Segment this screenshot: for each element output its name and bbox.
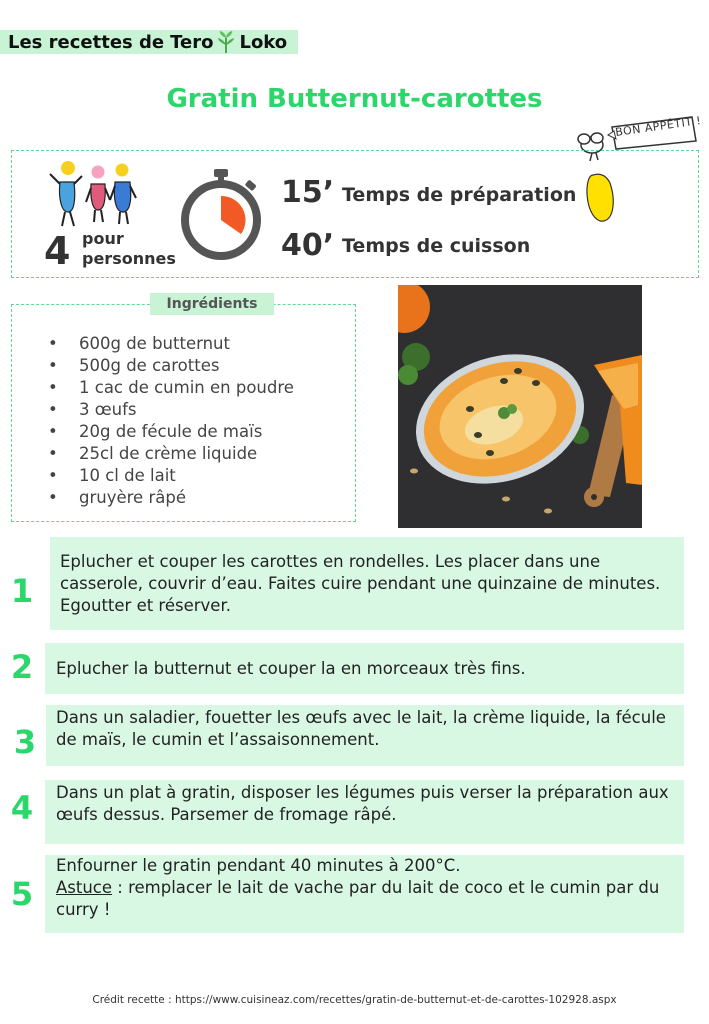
step-number: 4 — [10, 789, 34, 827]
step-4-box — [45, 780, 684, 844]
brand-banner — [0, 30, 298, 54]
persons-count: 4 — [44, 229, 71, 273]
ingredient-item: • 3 œufs — [48, 399, 294, 421]
brand-name-part1: Tero — [170, 31, 214, 53]
ingredient-item: • 20g de fécule de maïs — [48, 421, 294, 443]
tip-text: remplacer le lait de vache par du lait de coco et le cumin par du curry ! — [56, 878, 660, 919]
cook-time: 40’ — [281, 228, 335, 263]
step-number: 3 — [13, 723, 37, 761]
step-4-text: Dans un plat à gratin, disposer les légumes puis verser la préparation aux œufs dessus. Parsemer de fromage râpé. — [56, 783, 669, 824]
step-1-box — [50, 537, 684, 630]
step-2-box — [45, 643, 684, 694]
recipe-title: Gratin Butternut-carottes — [166, 84, 543, 114]
prep-time: 15’ — [281, 175, 335, 210]
step-number: 2 — [10, 648, 34, 686]
step-2-text: Eplucher la butternut et couper la en morceaux très fins. — [56, 659, 526, 678]
ingredient-item: • 1 cac de cumin en poudre — [48, 377, 294, 399]
persons-label-line1: pour — [82, 229, 124, 248]
step-1-text: Eplucher et couper les carottes en rondelles. Les placer dans une casserole, couvrir d’eau. Faites cuire pendant une quinzaine de minutes. Egoutter et réserver. — [60, 552, 661, 615]
ingredient-item: • gruyère râpé — [48, 487, 294, 509]
ingredient-item: • 500g de carottes — [48, 355, 294, 377]
step-5-text: Enfourner le gratin pendant 40 minutes à 200°C. — [56, 856, 461, 875]
step-3-box — [46, 705, 684, 766]
leaf-logo-icon — [215, 30, 237, 54]
tip-separator: : — [112, 878, 123, 897]
ingredient-item: • 10 cl de lait — [48, 465, 294, 487]
stopwatch-icon — [178, 168, 264, 260]
ingredient-item: • 25cl de crème liquide — [48, 443, 294, 465]
ingredients-title: Ingrédients — [150, 293, 274, 315]
step-number: 1 — [10, 572, 34, 610]
brand-name-part2: Loko — [239, 31, 288, 53]
step-number: 5 — [10, 875, 34, 913]
prep-label: Temps de préparation — [342, 184, 577, 206]
bon-appetit-label: BON APPÉTIT ! — [614, 114, 703, 139]
cook-label: Temps de cuisson — [342, 235, 531, 257]
step-5-box — [45, 855, 684, 933]
tip-label: Astuce — [56, 878, 113, 897]
step-3-text: Dans un saladier, fouetter les œufs avec le lait, la crème liquide, la fécule de maïs, le cumin et l’assaisonnement. — [56, 708, 666, 749]
persons-label-line2: personnes — [82, 249, 176, 268]
banner-prefix: Les recettes de — [8, 31, 165, 53]
recipe-credit: Crédit recette : https://www.cuisineaz.com/recettes/gratin-de-butternut-et-de-carottes-102928.aspx — [92, 994, 617, 1006]
gratin-photo — [398, 285, 642, 528]
ingredients-list — [48, 333, 294, 509]
ingredient-item: • 600g de butternut — [48, 333, 294, 355]
people-icon — [48, 160, 138, 230]
